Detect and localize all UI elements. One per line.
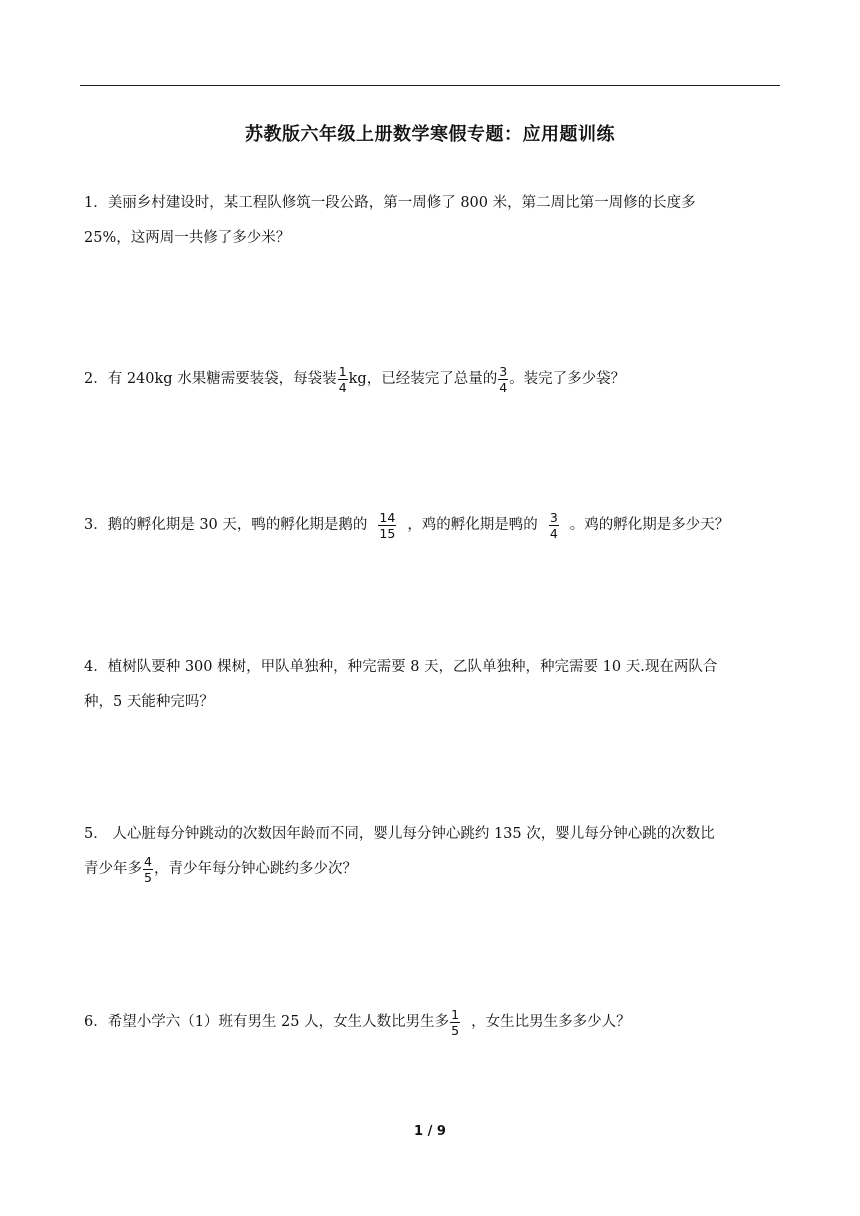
question-3-text-b: ，鸡的孵化期是鸭的: [407, 517, 538, 533]
question-2-text-b: kg，已经装完了总量的: [348, 371, 498, 387]
page-title: 苏教版六年级上册数学寒假专题：应用题训练: [245, 124, 615, 145]
fraction-one-quarter: $\frac{1}{4}$: [338, 363, 347, 395]
question-3-text-a: 3．鹅的孵化期是 30 天，鸭的孵化期是鹅的: [84, 517, 368, 533]
question-3: [84, 508, 780, 543]
header-rule: [80, 85, 780, 86]
question-5: [84, 817, 780, 887]
fraction-three-quarters: $\frac{3}{4}$: [499, 363, 508, 395]
question-3-text-c: 。鸡的孵化期是多少天？: [569, 517, 730, 533]
question-2-text-c: 。装完了多少袋？: [509, 371, 626, 387]
fraction-fourteen-fifteenths: $\frac{14}{15}$: [379, 509, 396, 541]
question-4: [84, 650, 780, 720]
question-1-line-1: 1．美丽乡村建设时，某工程队修筑一段公路，第一周修了 800 米，第二周比第一周修的长度多: [84, 195, 696, 211]
question-2-text-a: 2．有 240kg 水果糖需要装袋，每袋装: [84, 371, 337, 387]
question-6: [84, 1005, 780, 1040]
page-number: 1 / 9: [414, 1124, 446, 1139]
question-6-text-a: 6．希望小学六（1）班有男生 25 人，女生人数比男生多: [84, 1014, 450, 1030]
fraction-three-quarters: $\frac{3}{4}$: [549, 509, 558, 541]
fraction-four-fifths: $\frac{4}{5}$: [144, 853, 152, 885]
question-6-text-b: ，女生比男生多多少人？: [471, 1014, 631, 1030]
question-5-line-2: [84, 852, 780, 887]
question-2: [84, 362, 780, 397]
question-4-line-1: 4．植树队要种 300 棵树，甲队单独种，种完需要 8 天，乙队单独种，种完需要 10 天.现在两队合: [84, 659, 718, 675]
question-5-line-1: 5． 人心脏每分钟跳动的次数因年龄而不同，婴儿每分钟心跳约 135 次，婴儿每分钟心跳的次数比: [84, 826, 715, 842]
question-5-text-b: ，青少年每分钟心跳约多少次？: [153, 861, 357, 877]
question-5-text-a: 青少年多: [84, 861, 142, 877]
fraction-one-fifth: $\frac{1}{5}$: [451, 1006, 460, 1038]
question-1: [84, 186, 780, 256]
question-4-line-2: 种，5 天能种完吗？: [84, 694, 214, 710]
question-1-line-2: 25%，这两周一共修了多少米？: [84, 230, 291, 246]
